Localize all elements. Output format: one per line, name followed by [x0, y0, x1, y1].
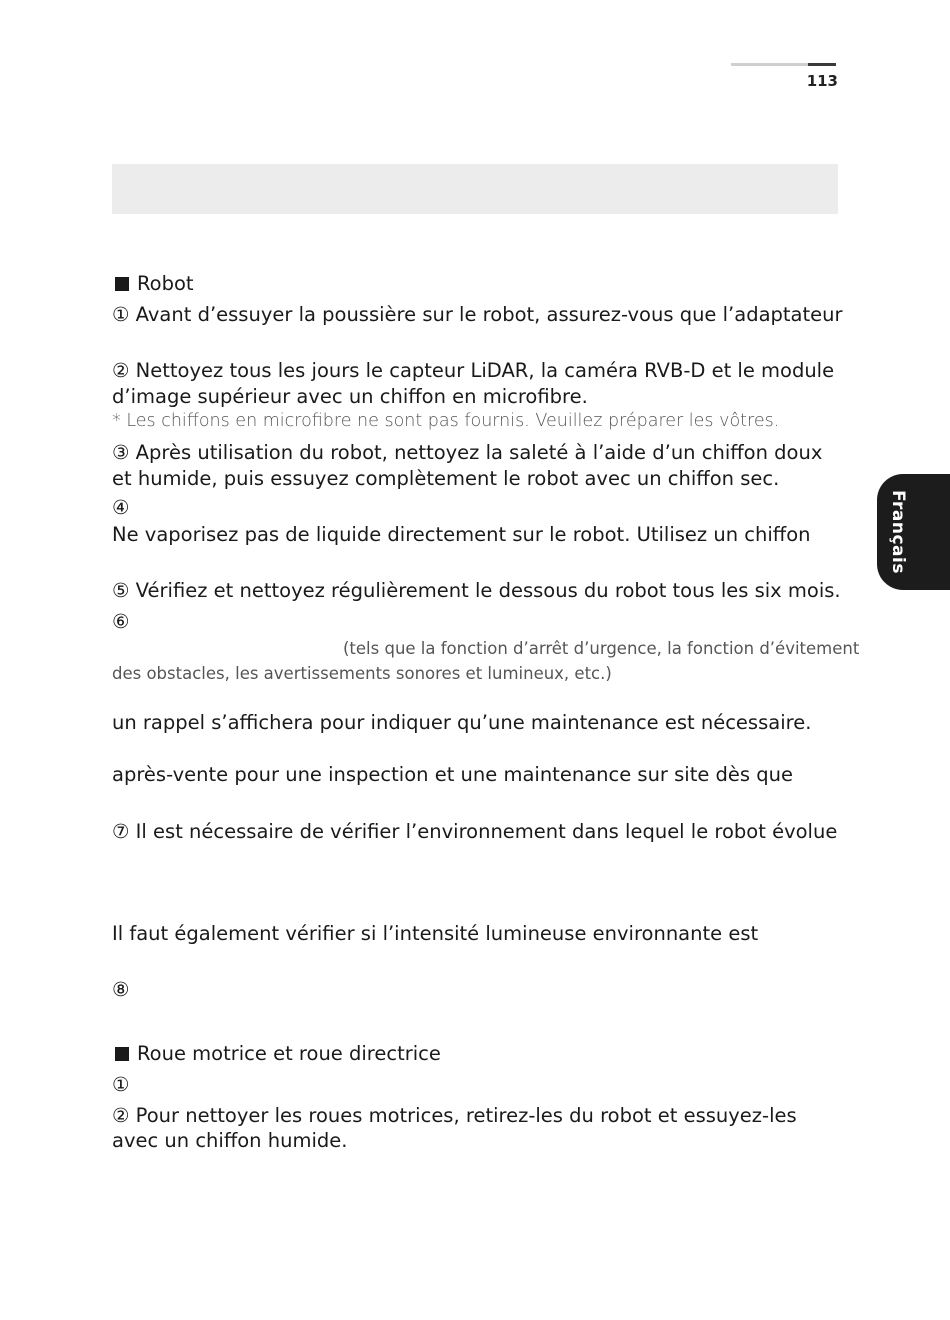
- robot-item-6-reminder: un rappel s’affichera pour indiquer qu’une maintenance est nécessaire.: [112, 711, 812, 734]
- robot-item-7-light: Il faut également vérifier si l’intensité lumineuse environnante est: [112, 922, 759, 945]
- wheels-item-2-line-1: ② Pour nettoyer les roues motrices, retirez-les du robot et essuyez-les: [112, 1104, 797, 1127]
- wheels-heading-text: Roue motrice et roue directrice: [137, 1042, 441, 1065]
- page-number: 113: [806, 72, 838, 90]
- robot-item-4-text: Ne vaporisez pas de liquide directement sur le robot. Utilisez un chiffon: [112, 523, 811, 546]
- robot-item-3-line-1: ③ Après utilisation du robot, nettoyez la saleté à l’aide d’un chiffon doux: [112, 441, 823, 464]
- header-rule-accent: [808, 63, 836, 66]
- language-tab-label: Français: [888, 490, 908, 574]
- robot-item-6-service: après-vente pour une inspection et une maintenance sur site dès que: [112, 763, 794, 786]
- header-rule: [731, 63, 811, 66]
- robot-item-7-line-1: ⑦ Il est nécessaire de vérifier l’environnement dans lequel le robot évolue: [112, 820, 838, 843]
- square-bullet-icon: [115, 1047, 129, 1061]
- robot-heading-text: Robot: [137, 272, 194, 295]
- robot-item-3-line-2: et humide, puis essuyez complètement le robot avec un chiffon sec.: [112, 467, 780, 490]
- robot-item-4-marker: ④: [112, 496, 130, 519]
- robot-item-6-detail-2: des obstacles, les avertissements sonores et lumineux, etc.): [112, 664, 612, 683]
- robot-item-6-marker: ⑥: [112, 610, 130, 633]
- robot-item-5: ⑤ Vérifiez et nettoyez régulièrement le dessous du robot tous les six mois.: [112, 579, 841, 602]
- microfiber-note: * Les chiffons en microfibre ne sont pas fournis. Veuillez préparer les vôtres.: [112, 411, 780, 431]
- robot-item-6-detail-1: (tels que la fonction d’arrêt d’urgence, la fonction d’évitement: [343, 639, 860, 658]
- robot-item-8-marker: ⑧: [112, 978, 130, 1001]
- wheels-heading: [112, 1041, 441, 1067]
- robot-heading: [112, 271, 194, 297]
- robot-item-1: ① Avant d’essuyer la poussière sur le robot, assurez-vous que l’adaptateur: [112, 303, 843, 326]
- wheels-item-2-line-2: avec un chiffon humide.: [112, 1129, 348, 1152]
- section-banner: [112, 164, 838, 214]
- wheels-item-1-marker: ①: [112, 1073, 130, 1096]
- square-bullet-icon: [115, 277, 129, 291]
- robot-item-2-line-2: d’image supérieur avec un chiffon en microfibre.: [112, 385, 588, 408]
- robot-item-2-line-1: ② Nettoyez tous les jours le capteur LiDAR, la caméra RVB-D et le module: [112, 359, 835, 382]
